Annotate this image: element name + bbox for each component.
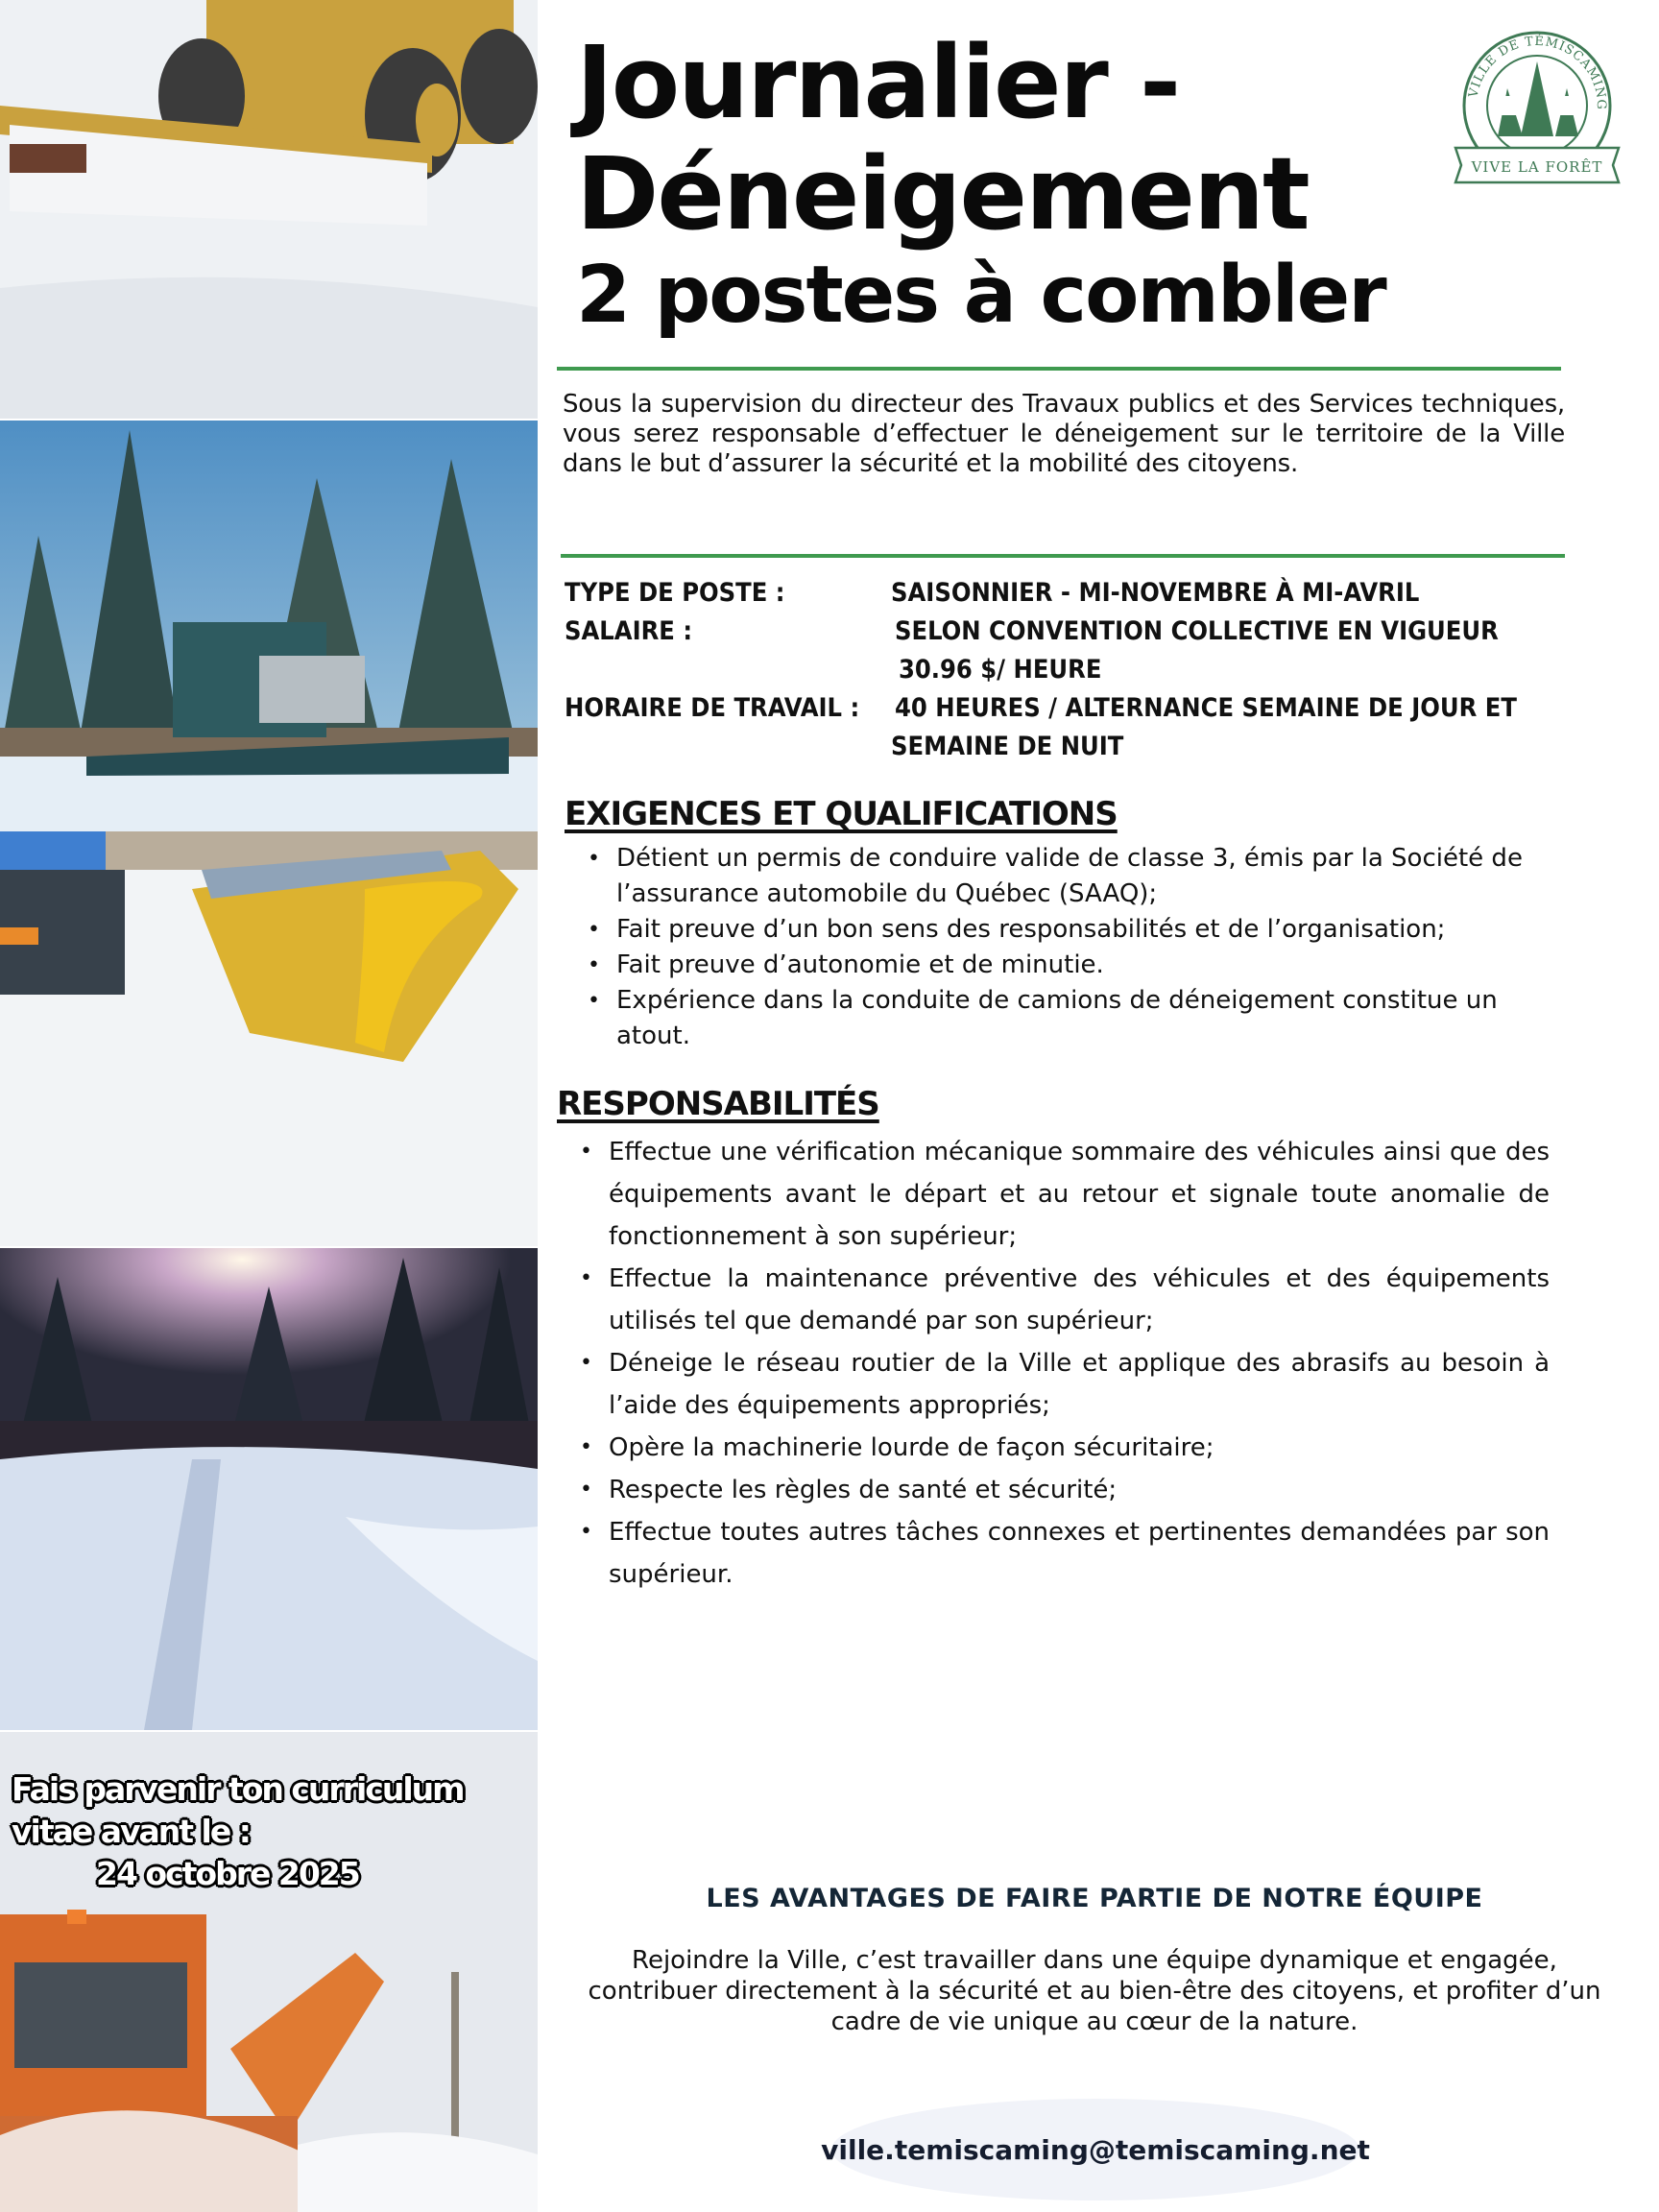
list-item: • Expérience dans la conduite de camions de déneigement constitue un atout.	[568, 983, 1576, 1054]
divider-top	[557, 367, 1561, 371]
schedule-value-cont: SEMAINE DE NUIT	[891, 732, 1124, 761]
type-value: SAISONNIER - MI-NOVEMBRE À MI-AVRIL	[891, 578, 1420, 608]
page-title	[576, 24, 1385, 342]
cta-line-1: Fais parvenir ton curriculum	[12, 1770, 464, 1808]
intro-paragraph: Sous la supervision du directeur des Travaux publics et des Services techniques, vous serez responsable d’effectuer le déneigement sur le territoire de la Ville dans le but d’assurer la sécurité et la mobilité des citoyens.	[563, 390, 1565, 478]
cta-line-2: vitae avant le :	[12, 1813, 250, 1850]
positions-subtitle: 2 postes à combler	[576, 250, 1385, 341]
photo-dump-truck-forest	[0, 421, 538, 831]
type-label: TYPE DE POSTE :	[565, 578, 785, 608]
logo-banner-text: VIVE LA FORÊT	[1471, 158, 1603, 176]
list-item: • Fait preuve d’autonomie et de minutie.	[568, 948, 1576, 983]
logo-arc-text: VILLE DE TÉMISCAMING	[1466, 34, 1609, 110]
title-line-1: Journalier -	[576, 24, 1180, 141]
schedule-label: HORAIRE DE TRAVAIL :	[565, 693, 860, 723]
deadline-date: 24 octobre 2025	[96, 1855, 359, 1892]
info-row-rate	[565, 651, 1582, 689]
list-item: • Effectue une vérification mécanique sommaire des véhicules ainsi que des équipements avant le départ et au retour et signale toute anomalie de fonctionnement à son supérieur;	[561, 1131, 1550, 1258]
list-item: • Respecte les règles de santé et sécurité;	[561, 1469, 1550, 1511]
info-row-salary	[565, 613, 1582, 651]
requirements-heading: EXIGENCES ET QUALIFICATIONS	[565, 795, 1118, 833]
requirements-list	[568, 841, 1576, 1054]
salary-rate: 30.96 $/ HEURE	[899, 655, 1102, 685]
list-item: • Opère la machinerie lourde de façon sécuritaire;	[561, 1427, 1550, 1469]
list-item: • Fait preuve d’un bon sens des responsabilités et de l’organisation;	[568, 912, 1576, 948]
salary-label: SALAIRE :	[565, 616, 693, 646]
list-item: • Déneige le réseau routier de la Ville et applique des abrasifs au besoin à l’aide des équipements appropriés;	[561, 1342, 1550, 1427]
responsibilities-heading: RESPONSABILITÉS	[557, 1085, 879, 1123]
contact-email-link[interactable]: ville.temiscaming@temiscaming.net	[831, 2099, 1359, 2200]
info-row-schedule	[565, 689, 1582, 728]
schedule-value: 40 HEURES / ALTERNANCE SEMAINE DE JOUR ET	[895, 693, 1517, 723]
advantages-heading: LES AVANTAGES DE FAIRE PARTIE DE NOTRE ÉQUIPE	[706, 1884, 1483, 1913]
responsibilities-list	[561, 1131, 1550, 1596]
title-line-2: Déneigement	[576, 135, 1309, 252]
list-item: • Effectue la maintenance préventive des véhicules et des équipements utilisés tel que demandé par son supérieur;	[561, 1258, 1550, 1342]
salary-value: SELON CONVENTION COLLECTIVE EN VIGUEUR	[895, 616, 1499, 646]
ville-temiscaming-logo	[1448, 21, 1626, 186]
list-item: • Effectue toutes autres tâches connexes et pertinentes demandées par son supérieur.	[561, 1511, 1550, 1596]
divider-info	[561, 554, 1565, 558]
application-deadline-callout	[12, 1768, 530, 1895]
photo-snowy-road	[0, 1248, 538, 1730]
list-item: • Détient un permis de conduire valide de classe 3, émis par la Société de l’assurance automobile du Québec (SAAQ);	[568, 841, 1576, 912]
info-row-schedule-cont	[565, 728, 1582, 766]
advantages-paragraph: Rejoindre la Ville, c’est travailler dans une équipe dynamique et engagée, contribuer directement à la sécurité et au bien-être des citoyens, et profiter d’un cadre de vie unique au cœur de la nature.	[588, 1946, 1601, 2036]
info-row-type	[565, 574, 1582, 613]
photo-loader-plow	[0, 0, 538, 419]
job-info-block	[565, 574, 1582, 766]
photo-snow-plow-blade	[0, 831, 538, 1246]
